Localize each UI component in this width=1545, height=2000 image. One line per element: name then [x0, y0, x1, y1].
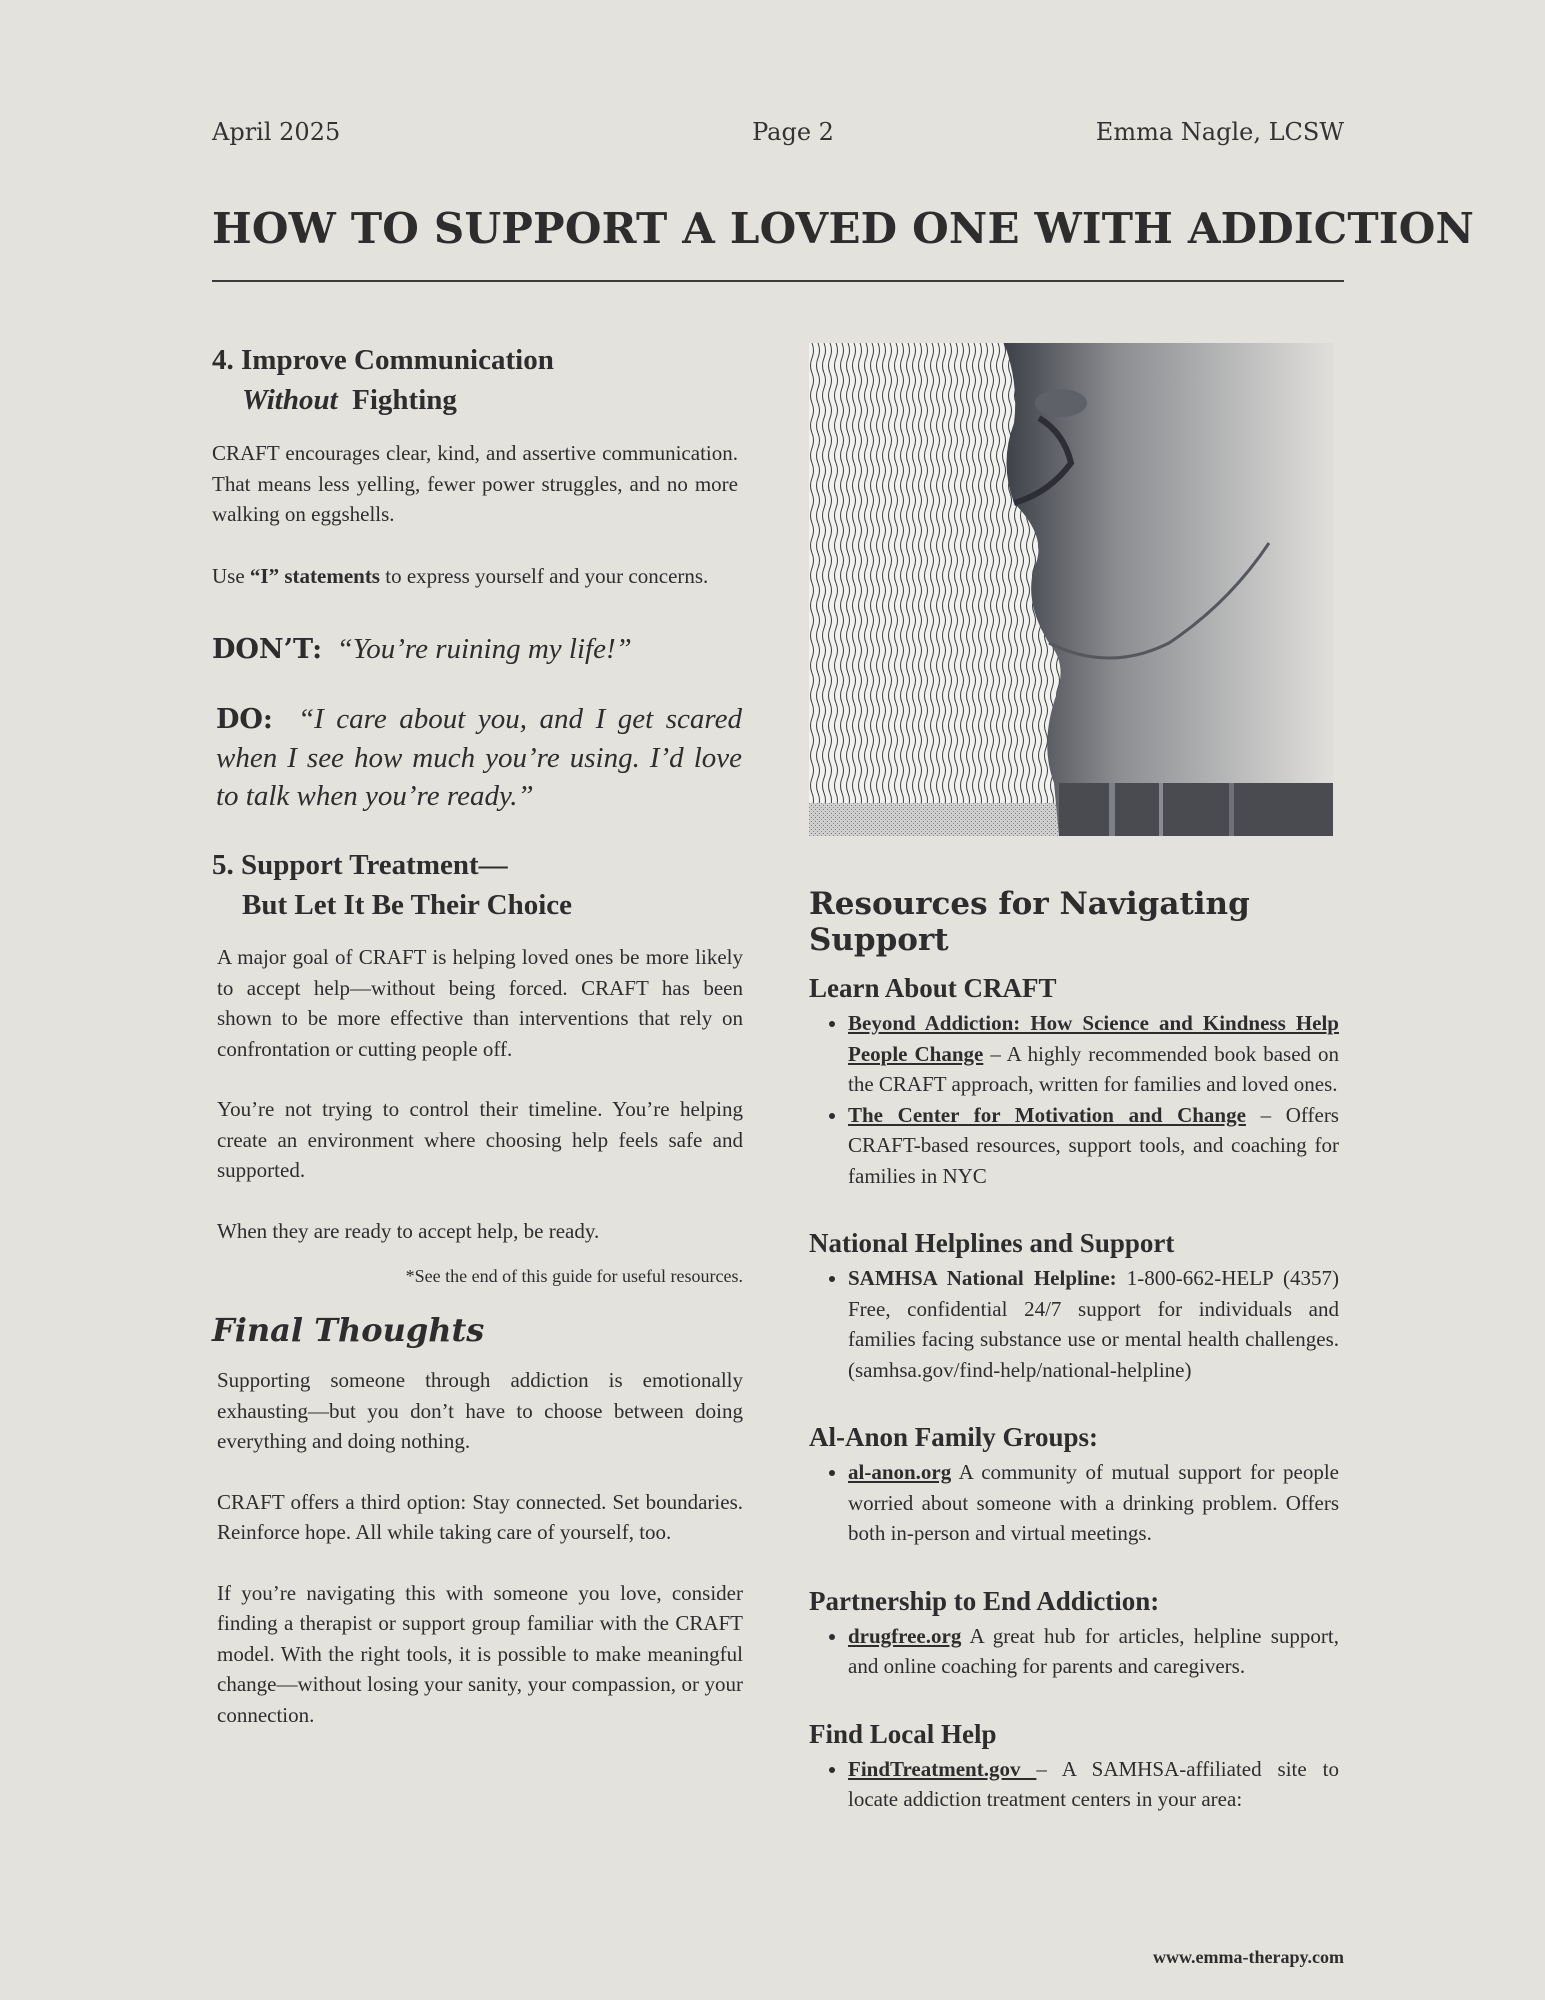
profile-artwork-image: [809, 343, 1333, 836]
findtreatment-link[interactable]: FindTreatment.gov: [848, 1756, 1037, 1781]
final-paragraph-2: CRAFT offers a third option: Stay connected. Set boundaries. Reinforce hope. All while taking care of yourself, too.: [217, 1489, 743, 1544]
resources-heading: Resources for Navigating Support: [809, 886, 1250, 958]
page-title: HOW TO SUPPORT A LOVED ONE WITH ADDICTION: [212, 204, 1475, 253]
alanon-desc: A community of mutual support for people worried about someone with a drinking problem. Offers both in-person and virtual meetings.: [848, 1460, 1339, 1545]
resource-item-beyond-addiction: [848, 1008, 1339, 1100]
section-5-heading: [212, 845, 742, 925]
local-help-list: [809, 1754, 1339, 1815]
helplines-list: [809, 1263, 1339, 1385]
dont-label: DON’T:: [212, 634, 323, 665]
i-statements-emphasis: “I” statements: [249, 563, 380, 588]
resource-item-alanon: [848, 1457, 1339, 1549]
section-4-p2-post: to express yourself and your concerns.: [379, 563, 709, 588]
dont-quote: “You’re ruining my life!”: [336, 633, 632, 665]
title-divider: [212, 280, 1344, 282]
do-label: DO:: [216, 704, 273, 735]
right-column: [809, 343, 1339, 1815]
drugfree-desc: A great hub for articles, helpline support, and online coaching for parents and caregivers.: [848, 1623, 1339, 1678]
center-motivation-change-link[interactable]: The Center for Motivation and Change: [848, 1102, 1246, 1127]
resource-item-samhsa: [848, 1263, 1339, 1385]
do-quote: “I care about you, and I get scared when I see how much you’re using. I’d love to talk when you’re ready.”: [216, 703, 742, 812]
section-5-heading-line2: But Let It Be Their Choice: [242, 889, 573, 921]
section-4-heading-italic: Without: [242, 384, 338, 416]
final-thoughts-body: [212, 1365, 743, 1730]
center-motivation-change-desc: – Offers CRAFT-based resources, support tools, and coaching for families in NYC: [848, 1102, 1339, 1188]
section-5-paragraph-3: When they are ready to accept help, be ready.: [217, 1218, 600, 1243]
samhsa-label: SAMHSA National Helpline:: [848, 1266, 1117, 1290]
section-4-heading: [212, 340, 742, 420]
learn-craft-heading: Learn About CRAFT: [809, 973, 1057, 1003]
helplines-heading: National Helplines and Support: [809, 1228, 1175, 1258]
section-5-paragraph-2: You’re not trying to control their timeline. You’re helping create an environment where choosing help feels safe and supported.: [217, 1097, 743, 1182]
learn-craft-list: [809, 1008, 1339, 1191]
findtreatment-desc: – A SAMHSA-affiliated site to locate addiction treatment centers in your area:: [848, 1756, 1339, 1811]
dont-example: [212, 629, 742, 670]
section-5-body: [212, 942, 743, 1287]
resource-item-findtreatment: [848, 1754, 1339, 1815]
beyond-addiction-desc: – A highly recommended book based on the CRAFT approach, written for families and loved ones.: [848, 1041, 1340, 1096]
samhsa-desc: 1-800-662-HELP (4357) Free, confidential 24/7 support for individuals and families facing substance use or mental health challenges. (samhsa.gov/find-help/national-helpline): [848, 1266, 1339, 1382]
section-4-heading-rest: Fighting: [352, 384, 457, 416]
left-column: [212, 340, 742, 1730]
beyond-addiction-link[interactable]: Beyond Addiction: How Science and Kindness Help People Change: [848, 1011, 1339, 1066]
drugfree-link[interactable]: drugfree.org: [848, 1623, 962, 1648]
header-author: Emma Nagle, LCSW: [1095, 118, 1344, 146]
resource-item-drugfree: [848, 1621, 1339, 1682]
footer-website[interactable]: www.emma-therapy.com: [1153, 1947, 1344, 1967]
section-4-heading-line1: 4. Improve Communication: [212, 344, 554, 376]
section-5-heading-line1: 5. Support Treatment—: [212, 849, 508, 881]
header-date: April 2025: [212, 118, 341, 146]
resource-item-cmc: [848, 1100, 1339, 1192]
local-help-heading: Find Local Help: [809, 1718, 997, 1749]
alanon-heading: Al-Anon Family Groups:: [809, 1422, 1099, 1452]
section-4-paragraph-1: CRAFT encourages clear, kind, and assertive communication. That means less yelling, fewer power struggles, and no more walking on eggshells.: [212, 441, 738, 526]
section-4-heading-line2: [212, 380, 742, 420]
do-example: [212, 700, 742, 815]
section-4-paragraph-2: [212, 561, 738, 592]
alanon-link[interactable]: al-anon.org: [848, 1460, 952, 1484]
partnership-heading: Partnership to End Addiction:: [809, 1585, 1160, 1616]
alanon-list: [809, 1457, 1339, 1549]
final-paragraph-1: Supporting someone through addiction is emotionally exhausting—but you don’t have to choose between doing everything and doing nothing.: [217, 1368, 743, 1453]
final-thoughts-heading: Final Thoughts: [212, 1311, 485, 1349]
header-page-number: Page 2: [752, 118, 834, 146]
final-paragraph-3: If you’re navigating this with someone you love, consider finding a therapist or support group familiar with the CRAFT model. With the right tools, it is possible to make meaningful change—without losing your sanity, your compassion, or your connection.: [217, 1580, 743, 1727]
section-5-paragraph-1: A major goal of CRAFT is helping loved ones be more likely to accept help—without being forced. CRAFT has been shown to be more effective than interventions that rely on confrontation or cutting people off.: [217, 945, 743, 1061]
resources-note: *See the end of this guide for useful resources.: [405, 1266, 743, 1286]
section-4-p2-pre: Use: [212, 563, 250, 588]
partnership-list: [809, 1621, 1339, 1682]
